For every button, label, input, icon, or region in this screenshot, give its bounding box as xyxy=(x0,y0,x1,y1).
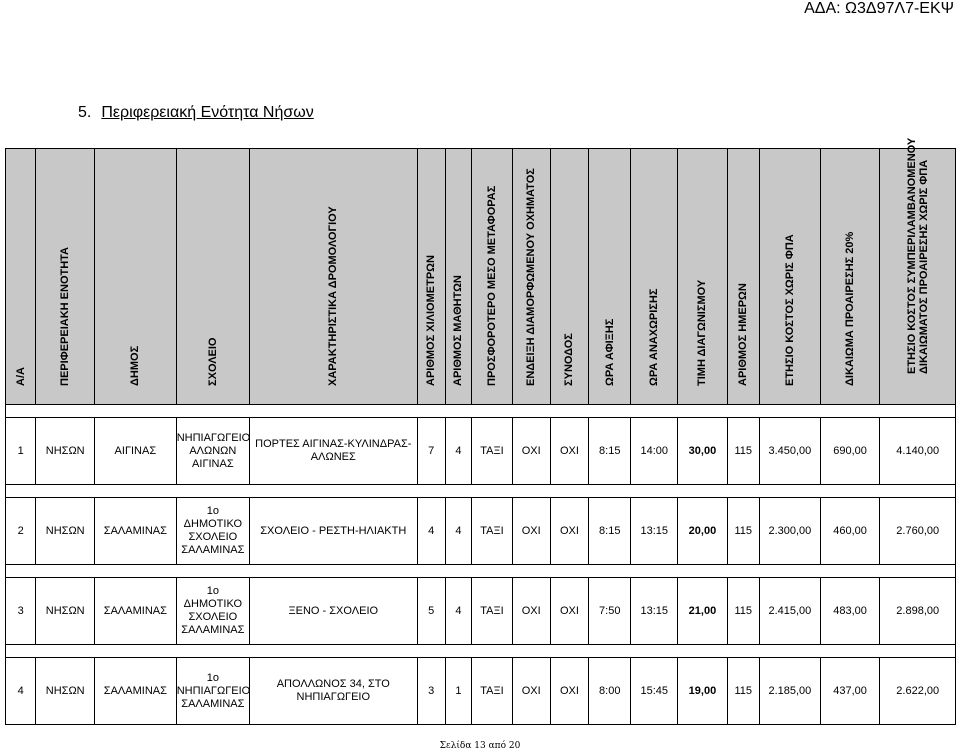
cell-total: 4.140,00 xyxy=(880,418,956,485)
spacer-row xyxy=(6,645,956,658)
cell-km: 4 xyxy=(417,498,445,565)
header-km xyxy=(417,149,445,405)
header-adapted xyxy=(512,149,550,405)
cell-days: 115 xyxy=(727,418,759,485)
spacer-cell xyxy=(6,645,956,658)
cell-km: 7 xyxy=(417,418,445,485)
cell-vehicle: ΤΑΞΙ xyxy=(472,418,513,485)
cell-departure: 13:15 xyxy=(631,578,678,645)
cell-annual: 3.450,00 xyxy=(760,418,821,485)
cell-option: 437,00 xyxy=(820,658,880,725)
spacer-cell xyxy=(6,565,956,578)
cell-price: 30,00 xyxy=(678,418,727,485)
cell-school: ΝΗΠΙΑΓΩΓΕΙΟ ΑΛΩΝΩΝ ΑΙΓΙΝΑΣ xyxy=(176,418,249,485)
header-school-label: ΣΧΟΛΕΙΟ xyxy=(206,337,219,386)
header-students-label: ΑΡΙΘΜΟΣ ΜΑΘΗΤΩΝ xyxy=(452,275,465,386)
spacer-cell xyxy=(6,405,956,418)
cell-departure: 13:15 xyxy=(631,498,678,565)
table-row xyxy=(6,658,956,725)
header-annual-label: ΕΤΗΣΙΟ ΚΟΣΤΟΣ ΧΩΡΙΣ ΦΠΑ xyxy=(783,234,796,386)
header-row xyxy=(6,149,956,405)
cell-days: 115 xyxy=(727,498,759,565)
spacer-row xyxy=(6,485,956,498)
header-municipality xyxy=(95,149,177,405)
header-aa-label: Α/Α xyxy=(14,367,27,386)
cell-municipality: ΣΑΛΑΜΙΝΑΣ xyxy=(95,578,177,645)
header-departure-label: ΩΡΑ ΑΝΑΧΩΡΙΣΗΣ xyxy=(648,288,661,386)
header-total xyxy=(880,137,956,405)
cell-route: ΣΧΟΛΕΙΟ - ΡΕΣΤΗ-ΗΛΙΑΚΤΗ xyxy=(250,498,418,565)
cell-school: 1ο ΔΗΜΟΤΙΚΟ ΣΧΟΛΕΙΟ ΣΑΛΑΜΙΝΑΣ xyxy=(176,498,249,565)
section-number: 5. xyxy=(78,104,92,121)
cell-municipality: ΣΑΛΑΜΙΝΑΣ xyxy=(95,658,177,725)
header-departure xyxy=(631,149,678,405)
cell-annual: 2.300,00 xyxy=(760,498,821,565)
cell-escort: ΟΧΙ xyxy=(550,578,589,645)
cell-days: 115 xyxy=(727,578,759,645)
cell-adapted: ΟΧΙ xyxy=(512,498,550,565)
cell-escort: ΟΧΙ xyxy=(550,498,589,565)
cell-aa: 3 xyxy=(6,578,36,645)
cell-escort: ΟΧΙ xyxy=(550,418,589,485)
header-arrival xyxy=(589,149,631,405)
header-total-line1: ΕΤΗΣΙΟ ΚΟΣΤΟΣ ΣΥΜΠΕΡΙΛΑΜΒΑΝΟΜΕΝΟΥ xyxy=(905,137,918,374)
table-row xyxy=(6,418,956,485)
cell-school: 1ο ΔΗΜΟΤΙΚΟ ΣΧΟΛΕΙΟ ΣΑΛΑΜΙΝΑΣ xyxy=(176,578,249,645)
cell-total: 2.898,00 xyxy=(880,578,956,645)
header-annual xyxy=(760,149,821,405)
cell-annual: 2.415,00 xyxy=(760,578,821,645)
cell-departure: 15:45 xyxy=(631,658,678,725)
cell-km: 5 xyxy=(417,578,445,645)
cell-school: 1ο ΝΗΠΙΑΓΩΓΕΙΟ ΣΑΛΑΜΙΝΑΣ xyxy=(176,658,249,725)
header-days-label: ΑΡΙΘΜΟΣ ΗΜΕΡΩΝ xyxy=(737,283,750,386)
spacer-row xyxy=(6,405,956,418)
cell-adapted: ΟΧΙ xyxy=(512,418,550,485)
section-title xyxy=(78,104,314,122)
cell-price: 19,00 xyxy=(678,658,727,725)
header-vehicle-label: ΠΡΟΣΦΟΡΟΤΕΡΟ ΜΕΣΟ ΜΕΤΑΦΟΡΑΣ xyxy=(485,185,498,386)
cell-students: 4 xyxy=(445,418,471,485)
section-title-text: Περιφερειακή Ενότητα Νήσων xyxy=(101,104,314,121)
header-price-label: ΤΙΜΗ ΔΙΑΓΩΝΙΣΜΟΥ xyxy=(696,279,709,386)
cell-adapted: ΟΧΙ xyxy=(512,578,550,645)
spacer-cell xyxy=(6,485,956,498)
header-escort-label: ΣΥΝΟΔΟΣ xyxy=(563,333,576,386)
cell-departure: 14:00 xyxy=(631,418,678,485)
cell-vehicle: ΤΑΞΙ xyxy=(472,498,513,565)
cell-aa: 4 xyxy=(6,658,36,725)
header-total-label xyxy=(906,138,930,374)
header-unit xyxy=(36,149,95,405)
cell-price: 21,00 xyxy=(678,578,727,645)
header-option xyxy=(820,149,880,405)
header-municipality-label: ΔΗΜΟΣ xyxy=(129,345,142,386)
cell-students: 4 xyxy=(445,498,471,565)
header-route xyxy=(250,149,418,405)
cell-option: 483,00 xyxy=(820,578,880,645)
cell-students: 1 xyxy=(445,658,471,725)
cell-arrival: 8:15 xyxy=(589,498,631,565)
cell-unit: ΝΗΣΩΝ xyxy=(36,498,95,565)
routes-table xyxy=(5,137,956,725)
cell-unit: ΝΗΣΩΝ xyxy=(36,578,95,645)
cell-students: 4 xyxy=(445,578,471,645)
header-vehicle xyxy=(472,149,513,405)
header-adapted-label: ΕΝΔΕΙΞΗ ΔΙΑΜΟΡΦΩΜΕΝΟΥ ΟΧΗΜΑΤΟΣ xyxy=(525,168,538,386)
header-option-label: ΔΙΚΑΙΩΜΑ ΠΡΟΑΙΡΕΣΗΣ 20% xyxy=(844,231,857,386)
cell-municipality: ΣΑΛΑΜΙΝΑΣ xyxy=(95,498,177,565)
cell-municipality: ΑΙΓΙΝΑΣ xyxy=(95,418,177,485)
cell-vehicle: ΤΑΞΙ xyxy=(472,658,513,725)
header-students xyxy=(445,149,471,405)
cell-km: 3 xyxy=(417,658,445,725)
page-footer: Σελίδα 13 από 20 xyxy=(439,741,521,751)
cell-option: 690,00 xyxy=(820,418,880,485)
header-days xyxy=(727,149,759,405)
cell-unit: ΝΗΣΩΝ xyxy=(36,658,95,725)
cell-aa: 1 xyxy=(6,418,36,485)
cell-route: ΞΕΝΟ - ΣΧΟΛΕΙΟ xyxy=(250,578,418,645)
cell-unit: ΝΗΣΩΝ xyxy=(36,418,95,485)
table-row xyxy=(6,498,956,565)
cell-price: 20,00 xyxy=(678,498,727,565)
header-school xyxy=(176,149,249,405)
cell-aa: 2 xyxy=(6,498,36,565)
cell-adapted: ΟΧΙ xyxy=(512,658,550,725)
cell-escort: ΟΧΙ xyxy=(550,658,589,725)
header-arrival-label: ΩΡΑ ΑΦΙΞΗΣ xyxy=(603,318,616,386)
header-escort xyxy=(550,149,589,405)
header-route-label: ΧΑΡΑΚΤΗΡΙΣΤΙΚΑ ΔΡΟΜΟΛΟΓΙΟΥ xyxy=(327,206,340,386)
spacer-row xyxy=(6,565,956,578)
cell-total: 2.760,00 xyxy=(880,498,956,565)
cell-days: 115 xyxy=(727,658,759,725)
header-price xyxy=(678,149,727,405)
header-total-line2: ΔΙΚΑΙΩΜΑΤΟΣ ΠΡΟΑΙΡΕΣΗΣ ΧΩΡΙΣ ΦΠΑ xyxy=(917,159,930,374)
header-aa xyxy=(6,149,36,405)
header-unit-label: ΠΕΡΙΦΕΡΕΙΑΚΗ ΕΝΟΤΗΤΑ xyxy=(59,246,72,386)
cell-route: ΑΠΟΛΛΩΝΟΣ 34, ΣΤΟ ΝΗΠΙΑΓΩΓΕΙΟ xyxy=(250,658,418,725)
cell-option: 460,00 xyxy=(820,498,880,565)
cell-route: ΠΟΡΤΕΣ ΑΙΓΙΝΑΣ-ΚΥΛΙΝΔΡΑΣ-ΑΛΩΝΕΣ xyxy=(250,418,418,485)
cell-vehicle: ΤΑΞΙ xyxy=(472,578,513,645)
cell-arrival: 8:00 xyxy=(589,658,631,725)
cell-arrival: 7:50 xyxy=(589,578,631,645)
cell-annual: 2.185,00 xyxy=(760,658,821,725)
cell-arrival: 8:15 xyxy=(589,418,631,485)
cell-total: 2.622,00 xyxy=(880,658,956,725)
header-km-label: ΑΡΙΘΜΟΣ ΧΙΛΙΟΜΕΤΡΩΝ xyxy=(425,255,438,386)
table-row xyxy=(6,578,956,645)
ada-code: ΑΔΑ: Ω3Δ97Λ7-ΕΚΨ xyxy=(804,0,954,17)
